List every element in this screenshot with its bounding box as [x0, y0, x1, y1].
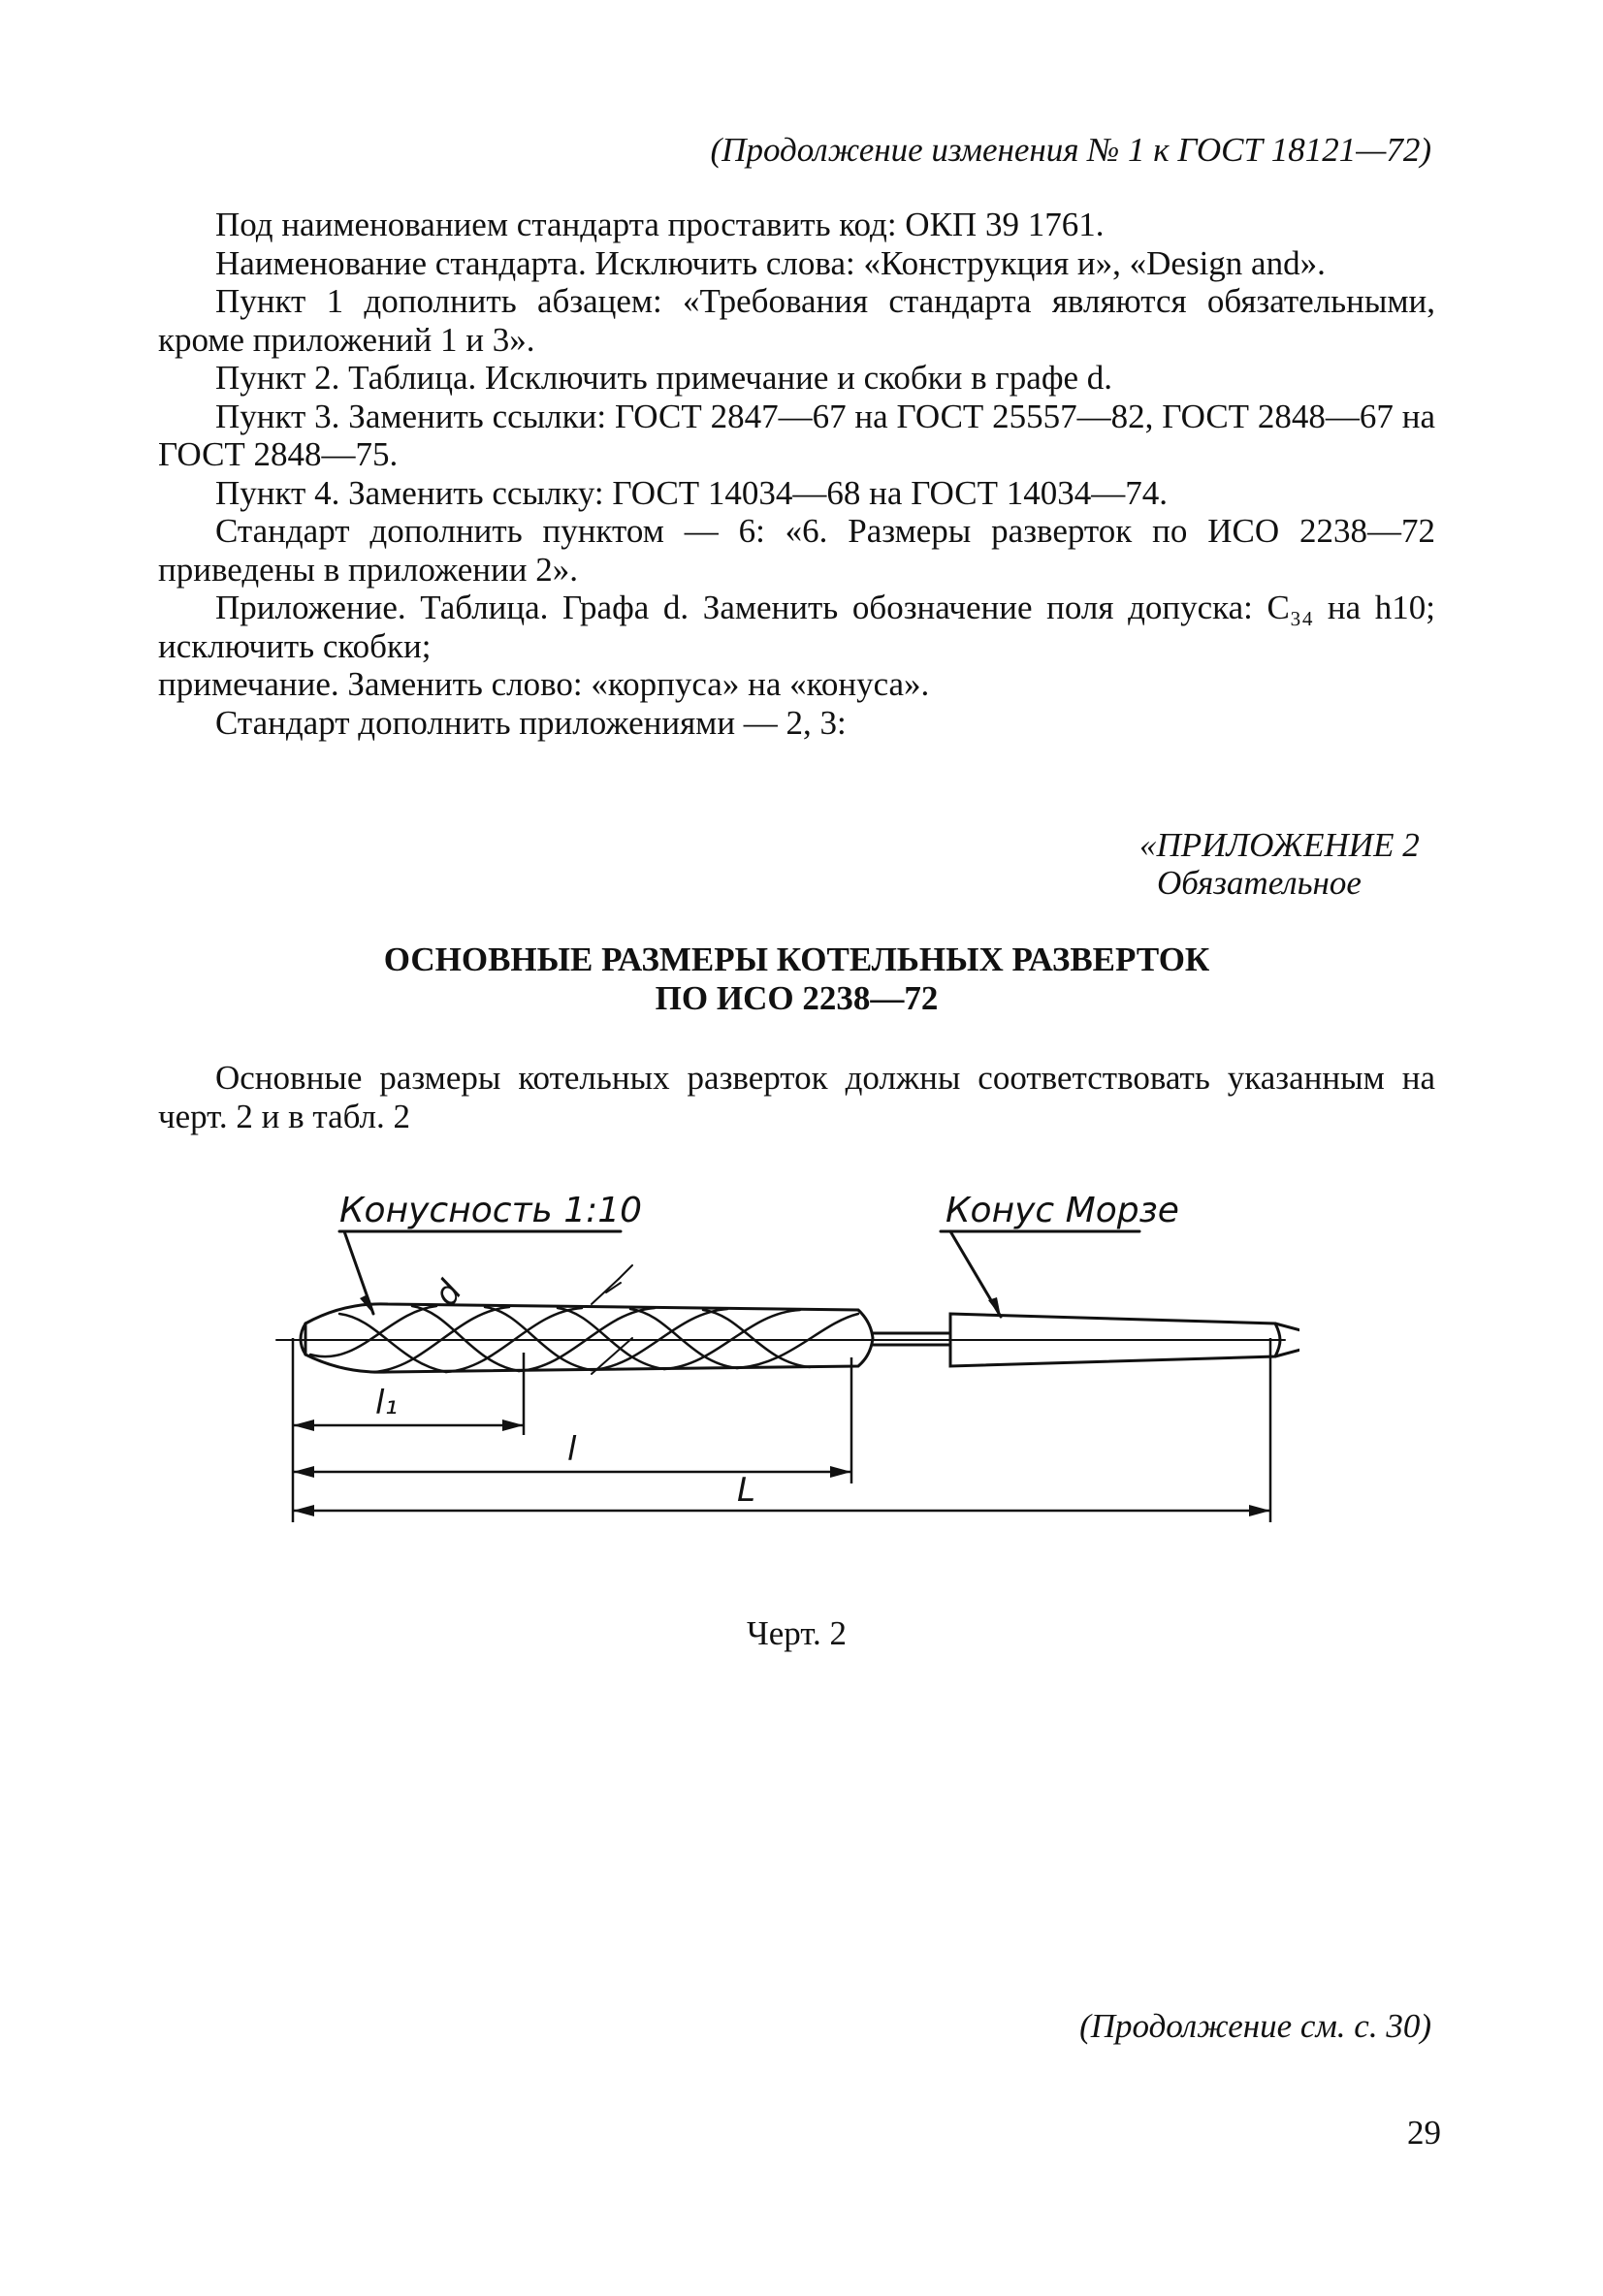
page-number: 29 [1407, 2114, 1441, 2152]
section-title-line: ПО ИСО 2238—72 [655, 979, 939, 1017]
paragraph: Пункт 4. Заменить ссылку: ГОСТ 14034—68 на ГОСТ 14034—74. [215, 473, 1168, 512]
intro-paragraph: Основные размеры котельных разверток должны соответствовать указанным на черт. 2 и в табл. 2 [158, 1059, 1435, 1135]
section-title [158, 941, 1435, 1018]
dim-l-label: l [567, 1430, 577, 1469]
taper-label: Конусность 1:10 [339, 1191, 643, 1230]
section-title-line: ОСНОВНЫЕ РАЗМЕРЫ КОТЕЛЬНЫХ РАЗВЕРТОК [383, 941, 1210, 978]
paragraph: Под наименованием стандарта проставить код: ОКП 39 1761. [215, 206, 1105, 243]
paragraph: Стандарт дополнить пунктом — 6: «6. Размеры разверток по ИСО 2238—72 приведены в приложении 2». [158, 512, 1435, 589]
paragraph: Пункт 2. Таблица. Исключить примечание и скобки в графе d. [215, 359, 1113, 397]
dim-d-label: d [426, 1273, 470, 1314]
leader-line [950, 1231, 1001, 1317]
amendment-text [158, 206, 1435, 742]
paragraph: Приложение. Таблица. Графа d. Заменить обозначение поля допуска: C₃₄ на h10; исключить скобки; [158, 589, 1435, 665]
paragraph: Пункт 3. Заменить ссылки: ГОСТ 2847—67 на ГОСТ 25557—82, ГОСТ 2848—67 на ГОСТ 2848—75. [158, 397, 1435, 473]
figure-caption: Черт. 2 [747, 1614, 847, 1652]
appendix-label [1139, 826, 1420, 902]
reamer-drawing [272, 1178, 1299, 1547]
leader-line [344, 1231, 373, 1314]
page-header: (Продолжение изменения № 1 к ГОСТ 18121—72) [710, 131, 1431, 169]
paragraph: примечание. Заменить слово: «корпуса» на «конуса». [158, 665, 930, 703]
appendix-status: Обязательное [1157, 864, 1362, 902]
appendix-number: «ПРИЛОЖЕНИЕ 2 [1139, 826, 1420, 864]
dim-L-label: L [737, 1471, 755, 1510]
morse-label: Конус Морзе [946, 1191, 1179, 1230]
continuation-note: (Продолжение см. с. 30) [1079, 2007, 1431, 2045]
paragraph: Стандарт дополнить приложениями — 2, 3: [215, 703, 847, 742]
paragraph: Наименование стандарта. Исключить слова: «Конструкция и», «Design and». [215, 243, 1326, 282]
dim-l1-label: l₁ [375, 1384, 399, 1422]
paragraph: Пункт 1 дополнить абзацем: «Требования стандарта являются обязательными, кроме приложений 1 и 3». [158, 282, 1435, 359]
